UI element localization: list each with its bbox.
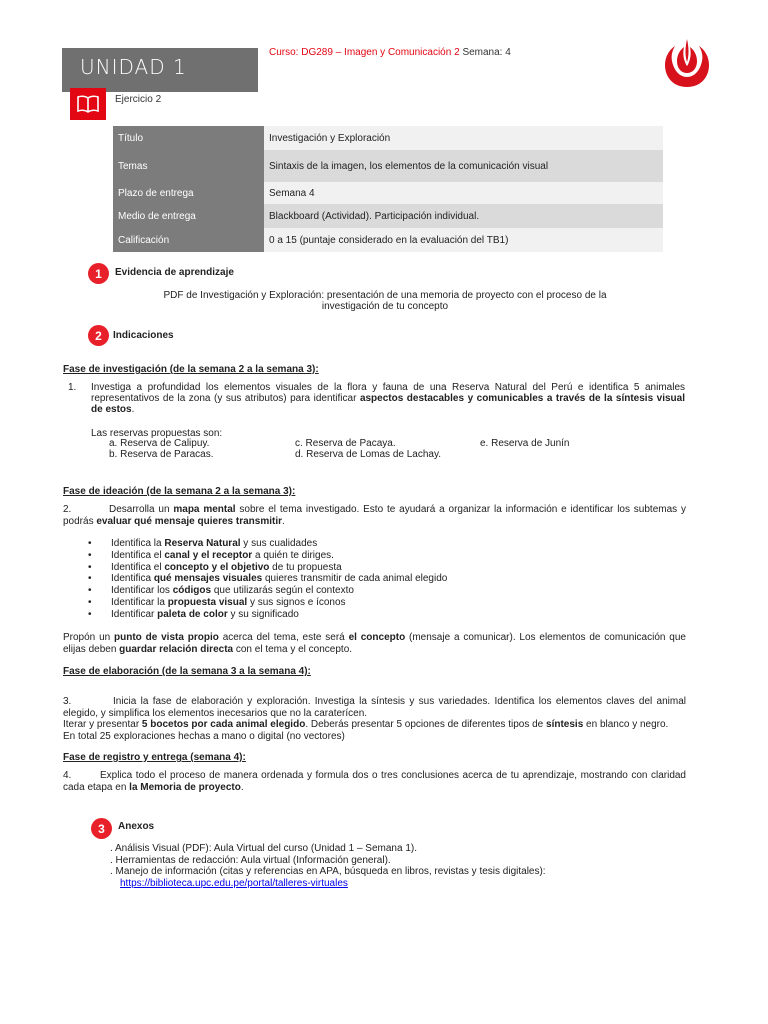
row-key: Temas — [113, 150, 264, 182]
row-key: Título — [113, 126, 264, 150]
phase-title: Fase de investigación (de la semana 2 a la semana 3): — [63, 364, 319, 375]
exercise-label: Ejercicio 2 — [115, 94, 162, 105]
row-key: Plazo de entrega — [113, 182, 264, 204]
item-number: 1. — [68, 382, 77, 393]
text-bold: mapa mental — [173, 504, 236, 515]
phase3-line: 3. Inicia la fase de elaboración y exploración. Investiga la síntesis y sus variedades. Identifica los elementos claves del animal elegido, y simplifica los elementos inecesarios que no la caraterícen. — [63, 696, 686, 719]
row-key: Calificación — [113, 228, 264, 252]
list-item: • Identificar los códigos que utilizarás según el contexto — [88, 585, 447, 597]
book-icon — [76, 95, 100, 113]
row-value: Blackboard (Actividad). Participación individual. — [264, 204, 663, 228]
phase-title: Fase de ideación (de la semana 2 a la semana 3): — [63, 486, 296, 497]
course-name: Curso: DG289 – Imagen y Comunicación 2 — [269, 47, 460, 58]
list-item: . Manejo de información (citas y referencias en APA, búsqueda en libros, revistas y tesis digitales): — [110, 866, 546, 877]
reserve-item: c. Reserva de Pacaya. — [295, 438, 396, 449]
section-number-badge: 2 — [88, 325, 109, 346]
text-run: . — [282, 515, 285, 527]
row-key: Medio de entrega — [113, 204, 264, 228]
table-row — [113, 182, 663, 204]
row-value: 0 a 15 (puntaje considerado en la evaluación del TB1) — [264, 228, 663, 252]
library-link[interactable]: https://biblioteca.upc.edu.pe/portal/talleres-virtuales — [120, 877, 348, 889]
reserve-item: b. Reserva de Paracas. — [109, 449, 214, 460]
section-title-annexes: Anexos — [118, 821, 155, 832]
row-value: Semana 4 — [264, 182, 663, 204]
item-number: 2. — [63, 504, 72, 515]
text-bold: evaluar qué mensaje quieres transmitir — [96, 515, 282, 527]
text-bold: aspectos destacables y comunicables a través de la síntesis visual de estos — [91, 393, 686, 415]
annex-list — [110, 843, 546, 889]
phase2-closing: Propón un punto de vista propio acerca del tema, este será el concepto (mensaje a comunicar). Los elementos de comunicación que elijas deben guardar relación directa con el tema y el concepto. — [63, 632, 686, 655]
list-item: • Identifica la Reserva Natural y sus cualidades — [88, 538, 447, 550]
phase4-text: 4. Explica todo el proceso de manera ordenada y formula dos o tres conclusiones acerca de tu aprendizaje, mostrando con claridad cada etapa en la Memoria de proyecto. — [63, 770, 686, 793]
unit-title: UNIDAD 1 — [80, 55, 187, 79]
book-icon-box — [70, 88, 106, 120]
list-item: • Identifica qué mensajes visuales quieres transmitir de cada animal elegido — [88, 573, 447, 585]
row-value: Sintaxis de la imagen, los elementos de la comunicación visual — [264, 150, 663, 182]
row-value: Investigación y Exploración — [264, 126, 663, 150]
section-title-evidence: Evidencia de aprendizaje — [115, 267, 234, 278]
week-label: Semana: 4 — [462, 47, 511, 58]
section-number-badge: 1 — [88, 263, 109, 284]
list-item: • Identificar paleta de color y su significado — [88, 609, 447, 621]
reserve-item: d. Reserva de Lomas de Lachay. — [295, 449, 442, 460]
text-run: . — [131, 404, 135, 415]
evidence-line: PDF de Investigación y Exploración: presentación de una memoria de proyecto con el proceso de la — [163, 290, 607, 301]
list-item: • Identifica el canal y el receptor a quién te diriges. — [88, 550, 447, 562]
phase3-line: Iterar y presentar 5 bocetos por cada animal elegido. Deberás presentar 5 opciones de diferentes tipos de síntesis en blanco y negro. — [63, 719, 669, 730]
text-run: Desarrolla un — [109, 504, 174, 515]
table-row — [113, 126, 663, 150]
phase-title: Fase de registro y entrega (semana 4): — [63, 752, 246, 763]
list-item: . Herramientas de redacción: Aula virtual (Información general). — [110, 854, 391, 866]
section-title-indications: Indicaciones — [113, 330, 174, 341]
reserve-item: e. Reserva de Junín — [480, 438, 570, 449]
phase2-text — [63, 504, 686, 527]
evidence-text — [120, 290, 650, 312]
text-run: Investiga a profundidad los elementos visuales de la flora y fauna de una Reserva Natural del Perú e identifica 5 animales representativos de la zona (y sus atributos) para identificar — [91, 382, 685, 404]
list-item: • Identifica el concepto y el objetivo de tu propuesta — [88, 562, 447, 574]
phase3-text — [63, 696, 686, 742]
phase-title: Fase de elaboración (de la semana 3 a la semana 4): — [63, 666, 311, 677]
university-logo-icon — [664, 38, 710, 88]
bullet-list — [88, 538, 447, 621]
reserves-title: Las reservas propuestas son: — [91, 428, 223, 439]
table-row — [113, 150, 663, 182]
course-label — [269, 47, 511, 58]
table-row — [113, 228, 663, 252]
evidence-line: investigación de tu concepto — [321, 301, 449, 312]
phase3-line: En total 25 exploraciones hechas a mano o digital (no vectores) — [63, 730, 345, 742]
list-item: . Análisis Visual (PDF): Aula Virtual del curso (Unidad 1 – Semana 1). — [110, 843, 418, 854]
info-table — [113, 126, 663, 252]
list-item: • Identificar la propuesta visual y sus signos e íconos — [88, 597, 447, 609]
reserve-item: a. Reserva de Calipuy. — [109, 438, 210, 449]
table-row — [113, 204, 663, 228]
phase1-text — [91, 382, 685, 415]
text-run: sobre el tema investigado. Esto te ayudará a organizar la información e identificar los subtemas y podrás — [63, 504, 686, 527]
section-number-badge: 3 — [91, 818, 112, 839]
